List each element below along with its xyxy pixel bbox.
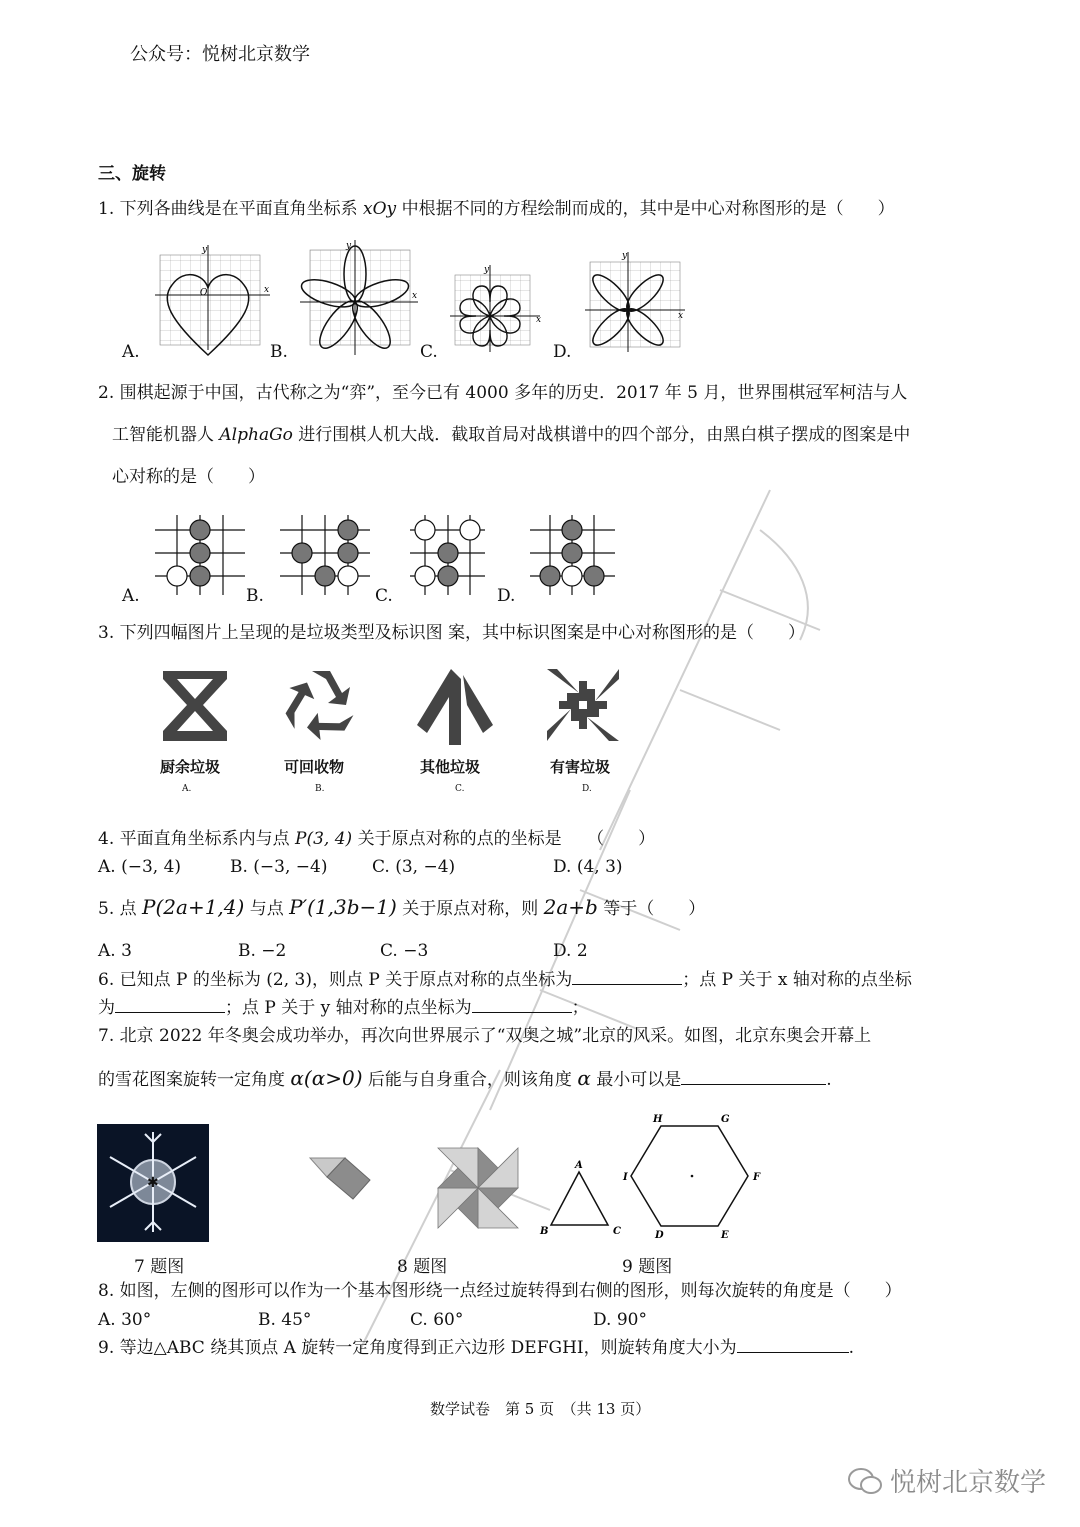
q3-letter-c: C. [455,784,465,794]
q6-line1: 6. 已知点 P 的坐标为 (2, 3)，则点 P 关于原点对称的点坐标为 ；点 P 关于 x 轴对称的点坐标 [98,970,912,990]
q1-option-b: B. [270,342,288,362]
q2-line2: 工智能机器人 AlphaGo 进行围棋人机大战．截取首局对战棋谱中的四个部分，由黑白棋子摆成的图案是中 [112,425,911,445]
hex-label-i: I [623,1172,628,1183]
header-text: 公众号：悦树北京数学 [130,44,310,65]
q1-option-d: D. [553,342,572,362]
svg-text:x: x [412,291,418,301]
caption-fig8: 8 题图 [397,1257,448,1277]
q4-option-b: B. (−3, −4) [230,857,328,877]
tri-label-c: C [613,1226,621,1237]
q8-line: 8. 如图，左侧的图形可以作为一个基本图形绕一点经过旋转得到右侧的图形，则每次旋转的角度是（ ） [98,1281,902,1301]
q8-option-a: A. 30° [98,1310,152,1330]
svg-text:x: x [264,285,270,295]
q2-option-c: C. [375,586,393,606]
svg-text:O: O [200,288,208,298]
caption-fig9: 9 题图 [622,1257,673,1277]
q3-letter-d: D. [582,784,592,794]
q6-line2: 为 ；点 P 关于 y 轴对称的点坐标为 ； [98,998,589,1018]
q3-label-c: 其他垃圾 [420,758,481,776]
q5-line: 5. 点 P(2a+1,4) 与点 P′(1,3b−1) 关于原点对称，则 2a+b 等于（ ） [98,895,706,919]
svg-text:y: y [622,251,628,261]
hex-label-e: E [721,1230,729,1241]
tri-label-a: A [575,1160,583,1171]
hex-label-f: F [753,1172,761,1183]
q6-blank-2[interactable] [115,998,225,1013]
q1-option-c: C. [420,342,438,362]
q3-label-b: 可回收物 [284,758,345,776]
q2-go-figure [140,505,630,595]
q3-label-d: 有害垃圾 [550,758,611,776]
q8-basic-shape [305,1155,375,1205]
q8-option-c: C. 60° [410,1310,464,1330]
svg-text:y: y [346,241,352,251]
q3-line: 3. 下列四幅图片上呈现的是垃圾类型及标识图 案，其中标识图案是中心对称图形的是（ ） [98,623,806,643]
brand-mark [848,1462,1046,1499]
q8-pinwheel [435,1145,521,1231]
svg-text:x: x [536,315,542,325]
q2-option-d: D. [497,586,516,606]
snowflake-photo [97,1124,209,1242]
svg-text:✱: ✱ [147,1175,159,1191]
q3-letter-b: B. [315,784,325,794]
svg-text:x: x [678,311,684,321]
hex-label-g: G [721,1114,730,1125]
q1-line: 1. 下列各曲线是在平面直角坐标系 xOy 中根据不同的方程绘制而成的，其中是中心对称图形的是（ ） [98,199,895,219]
q2-line1: 2. 围棋起源于中国，古代称之为“弈”，至今已有 4000 多年的历史．2017 年 5 月，世界围棋冠军柯洁与人 [98,383,908,403]
svg-text:y: y [202,245,208,255]
q3-letter-a: A. [182,784,192,794]
q9-blank[interactable] [737,1338,849,1353]
brand-text: 悦树北京数学 [890,1468,1047,1498]
hex-label-h: H [653,1114,663,1125]
q5-option-c: C. −3 [380,941,429,961]
q6-blank-3[interactable] [472,998,572,1013]
q8-option-d: D. 90° [593,1310,647,1330]
q4-line: 4. 平面直角坐标系内与点 P(3, 4) 关于原点对称的点的坐标是 （ ） [98,829,656,849]
q3-sign-icons [155,665,635,750]
q2-option-a: A. [122,586,140,606]
q2-line3: 心对称的是（ ） [112,467,265,487]
q4-option-a: A. (−3, 4) [98,857,182,877]
hex-label-d: D [655,1230,664,1241]
wechat-icon [848,1467,882,1495]
q2-option-b: B. [246,586,264,606]
q8-option-b: B. 45° [258,1310,312,1330]
tri-label-b: B [540,1226,549,1237]
q4-option-c: C. (3, −4) [372,857,456,877]
q9-line: 9. 等边△ABC 绕其顶点 A 旋转一定角度得到正六边形 DEFGHI，则旋转角度大小为 . [98,1338,855,1358]
page-footer: 数学试卷 第 5 页 （共 13 页） [430,1400,651,1418]
svg-text:y: y [484,265,490,275]
q5-option-a: A. 3 [98,941,132,961]
q6-blank-1[interactable] [572,970,682,985]
section-title: 三、旋转 [98,164,166,184]
q5-option-d: D. 2 [553,941,588,961]
q7-line1: 7. 北京 2022 年冬奥会成功举办，再次向世界展示了“双奥之城”北京的风采。如图，北京东奥会开幕上 [98,1026,872,1046]
q9-figure [535,1110,770,1245]
q5-option-b: B. −2 [238,941,287,961]
q3-label-a: 厨余垃圾 [160,758,221,776]
q4-option-d: D. (4, 3) [553,857,623,877]
q1-option-a: A. [122,342,140,362]
caption-fig7: 7 题图 [134,1257,185,1277]
q7-line2: 的雪花图案旋转一定角度 α(α>0) 后能与自身重合，则该角度 α 最小可以是 . [98,1066,832,1090]
q7-blank[interactable] [681,1070,826,1085]
